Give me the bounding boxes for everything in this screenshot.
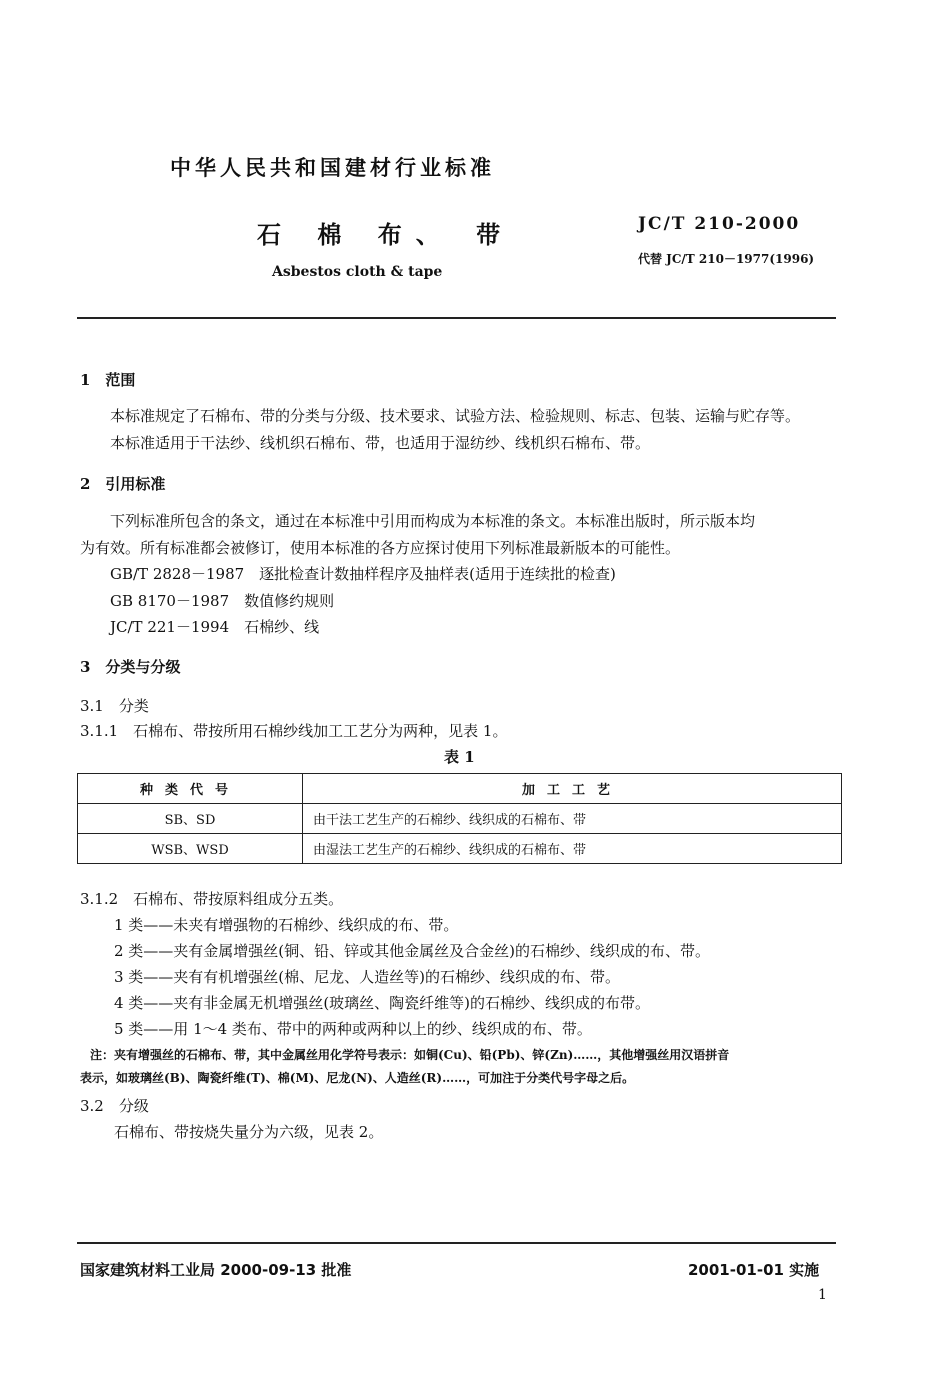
standard-category-title: 中华人民共和国建材行业标准	[170, 155, 495, 180]
section-3-2-paragraph: 石棉布、带按烧失量分为六级，见表 2。	[114, 1123, 384, 1141]
table-header-cell: 种类代号	[78, 774, 303, 804]
standard-code: JC/T 210-2000	[638, 214, 801, 234]
footer-divider	[77, 1242, 836, 1244]
class-item: 3 类——夹有有机增强丝(棉、尼龙、人造丝等)的石棉纱、线织成的布、带。	[114, 968, 621, 986]
section-2-paragraph-line-1: 下列标准所包含的条文，通过在本标准中引用而构成为本标准的条文。本标准出版时，所示版本均	[110, 512, 756, 530]
approval-date: 国家建筑材料工业局 2000-09-13 批准	[80, 1261, 352, 1279]
class-item: 4 类——夹有非金属无机增强丝(玻璃丝、陶瓷纤维等)的石棉纱、线织成的布带。	[114, 994, 651, 1012]
section-1-paragraph-1: 本标准规定了石棉布、带的分类与分级、技术要求、试验方法、检验规则、标志、包装、运输与贮存等。	[110, 407, 801, 425]
table-1-caption: 表 1	[444, 748, 475, 766]
table-header-cell: 加工工艺	[303, 774, 842, 804]
class-item: 2 类——夹有金属增强丝(铜、铅、锌或其他金属丝及合金丝)的石棉纱、线织成的布、带。	[114, 942, 711, 960]
note-line-2: 表示，如玻璃丝(B)、陶瓷纤维(T)、棉(M)、尼龙(N)、人造丝(R)……，可加注于分类代号字母之后。	[80, 1071, 635, 1085]
reference-standard: GB/T 2828－1987 逐批检查计数抽样程序及抽样表(适用于连续批的检查)	[110, 565, 616, 583]
document-title: 石 棉 布、 带	[257, 220, 515, 249]
page-number: 1	[818, 1287, 827, 1303]
reference-standard: GB 8170－1987 数值修约规则	[110, 592, 335, 610]
table-cell: 由湿法工艺生产的石棉纱、线织成的石棉布、带	[303, 834, 842, 864]
section-2-paragraph-line-2: 为有效。所有标准都会被修订，使用本标准的各方应探讨使用下列标准最新版本的可能性。	[80, 539, 681, 557]
section-2-heading: 2 引用标准	[80, 475, 166, 493]
section-3-2-heading: 3.2 分级	[80, 1097, 149, 1115]
table-row	[78, 834, 842, 864]
reference-standard: JC/T 221－1994 石棉纱、线	[110, 618, 320, 636]
header-divider	[77, 317, 836, 319]
note-line-1: 注：夹有增强丝的石棉布、带，其中金属丝用化学符号表示：如铜(Cu)、铅(Pb)、锌(Zn)……，其他增强丝用汉语拼音	[90, 1048, 730, 1062]
section-3-1-heading: 3.1 分类	[80, 697, 149, 715]
section-3-1-1-text: 3.1.1 石棉布、带按所用石棉纱线加工工艺分为两种，见表 1。	[80, 722, 508, 740]
table-header-row	[78, 774, 842, 804]
table-cell: SB、SD	[78, 804, 303, 834]
table-cell: 由干法工艺生产的石棉纱、线织成的石棉布、带	[303, 804, 842, 834]
section-3-1-2-text: 3.1.2 石棉布、带按原料组成分五类。	[80, 890, 344, 908]
table-cell: WSB、WSD	[78, 834, 303, 864]
section-1-paragraph-2: 本标准适用于干法纱、线机织石棉布、带，也适用于湿纺纱、线机织石棉布、带。	[110, 434, 651, 452]
section-1-heading: 1 范围	[80, 371, 136, 389]
section-3-heading: 3 分类与分级	[80, 658, 181, 676]
replaces-standard: 代替 JC/T 210－1977(1996)	[638, 252, 815, 266]
class-item: 5 类——用 1～4 类布、带中的两种或两种以上的纱、线织成的布、带。	[114, 1020, 592, 1038]
document-english-title: Asbestos cloth & tape	[272, 264, 443, 280]
effective-date: 2001-01-01 实施	[688, 1261, 820, 1279]
class-item: 1 类——未夹有增强物的石棉纱、线织成的布、带。	[114, 916, 459, 934]
table-row	[78, 804, 842, 834]
table-1	[77, 773, 842, 864]
